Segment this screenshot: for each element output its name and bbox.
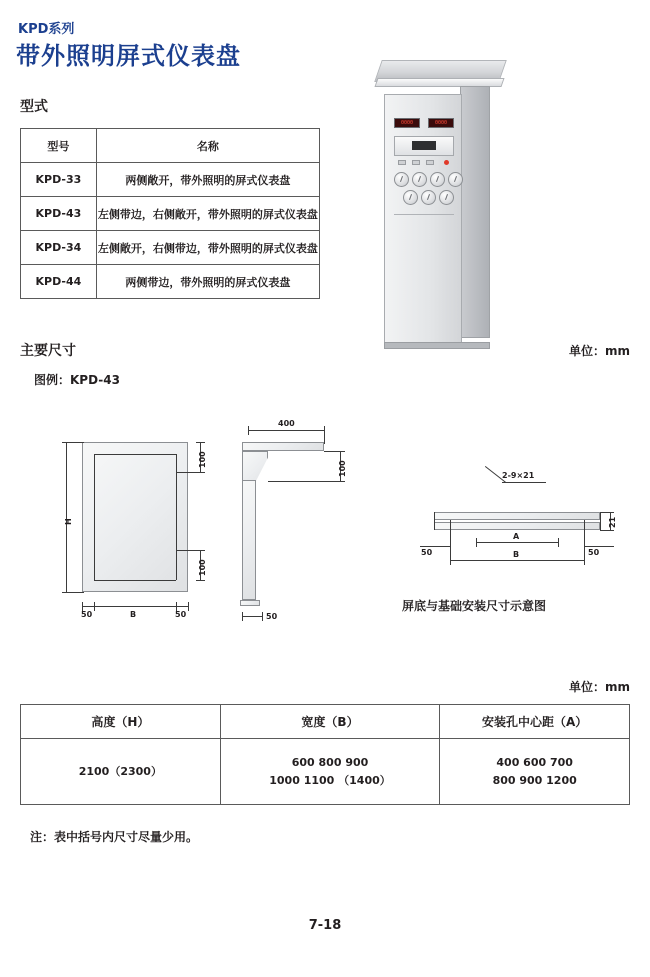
bottom-offset-label: 100	[198, 559, 207, 576]
base-depth-tick-right	[262, 612, 263, 621]
hole-height-tick-b	[600, 530, 614, 531]
table-row	[21, 197, 320, 231]
cell-name: 两侧敞开，带外照明的屏式仪表盘	[96, 163, 319, 197]
gauge-icon	[394, 172, 409, 187]
base-rail-bottom	[434, 522, 600, 530]
left-edge-label: 50	[421, 548, 433, 557]
canopy-drop-ext-b	[268, 481, 342, 482]
cell-height: 2100（2300）	[21, 739, 221, 805]
left-edge-dim-line	[420, 546, 450, 547]
indicator-lamp-icon	[444, 160, 449, 165]
table-row	[21, 265, 320, 299]
gauge-icon	[430, 172, 445, 187]
hole-note-label: 2-9×21	[502, 471, 535, 480]
gauge-icon	[403, 190, 418, 205]
column-header-height: 高度（H）	[21, 705, 221, 739]
digital-meter-2	[428, 118, 454, 128]
model-table	[20, 128, 320, 299]
column-header-hole-spacing: 安装孔中心距（A）	[440, 705, 630, 739]
width-label: B	[130, 610, 137, 619]
base-depth-tick-left	[242, 612, 243, 621]
gauge-icon	[421, 190, 436, 205]
ext-line-top	[66, 442, 84, 443]
right-edge-dim-line	[584, 546, 614, 547]
page-number: 7-18	[308, 918, 342, 933]
cell-width-line-2: 1000 1100 （1400）	[269, 773, 391, 787]
dim-b-line	[450, 560, 584, 561]
panel-seam	[394, 214, 454, 215]
side-body	[242, 480, 256, 600]
width-dim-tick-right	[188, 602, 189, 611]
right-edge-label: 50	[588, 548, 600, 557]
side-canopy	[242, 442, 324, 451]
dim-a-label: A	[513, 532, 520, 541]
cell-model: KPD-33	[21, 163, 97, 197]
inner-edge-top	[94, 454, 176, 455]
hole-note-leader-h	[502, 482, 546, 483]
table-header-row	[21, 129, 320, 163]
unit-label-bottom: 单位：mm	[568, 680, 630, 694]
series-label: KPD系列	[18, 22, 75, 37]
size-table	[20, 704, 630, 805]
push-button-3	[426, 160, 434, 165]
digital-meter-2-value: 0000	[434, 120, 448, 126]
height-dim-line	[66, 442, 67, 592]
side-base	[240, 600, 260, 606]
hole-height-tick-a	[600, 512, 614, 513]
top-offset-tick-a	[196, 442, 205, 443]
cabinet-front-panel	[384, 94, 462, 346]
table-row	[21, 231, 320, 265]
digital-meter-1-value: 0000	[400, 120, 414, 126]
right-margin-label: 50	[175, 610, 187, 619]
depth-tick-left	[248, 426, 249, 435]
cabinet-side-panel	[460, 86, 490, 338]
cell-name: 左侧敞开，右侧带边，带外照明的屏式仪表盘	[96, 231, 319, 265]
left-edge-ext	[450, 520, 451, 564]
height-label: H	[64, 518, 73, 525]
unit-label-top: 单位：mm	[568, 344, 630, 358]
bottom-offset-tick-b	[196, 580, 205, 581]
cell-hole-spacing	[440, 739, 630, 805]
table-row	[21, 163, 320, 197]
base-depth-label: 50	[266, 612, 278, 621]
cell-width-line-1: 600 800 900	[291, 755, 369, 769]
cell-model: KPD-43	[21, 197, 97, 231]
left-margin-label: 50	[81, 610, 93, 619]
cell-model: KPD-34	[21, 231, 97, 265]
side-view-drawing	[240, 420, 350, 620]
dim-a-line	[476, 542, 558, 543]
push-button-2	[412, 160, 420, 165]
front-view-drawing	[60, 430, 220, 620]
cell-name: 两侧带边，带外照明的屏式仪表盘	[96, 265, 319, 299]
width-dim-tick-inner-left	[94, 602, 95, 611]
width-dim-line	[82, 606, 188, 607]
column-header-width: 宽度（B）	[220, 705, 440, 739]
canopy-drop-label: 100	[338, 460, 347, 477]
gauge-icon	[412, 172, 427, 187]
depth-label: 400	[278, 419, 295, 428]
table-row	[21, 739, 630, 805]
recorder-display	[412, 141, 436, 150]
gauge-icon	[448, 172, 463, 187]
ext-line-bottom	[66, 592, 84, 593]
dim-b-label: B	[513, 550, 520, 559]
inner-edge-bottom	[94, 580, 176, 581]
base-rail-top	[434, 512, 600, 520]
bottom-offset-ext	[176, 550, 202, 551]
gauge-icon	[439, 190, 454, 205]
top-offset-label: 100	[198, 451, 207, 468]
canopy-drop-ext-a	[324, 451, 342, 452]
depth-dim-line	[248, 430, 324, 431]
cabinet-base	[384, 342, 490, 349]
column-header-name: 名称	[96, 129, 319, 163]
hole-height-label: 21	[608, 516, 617, 528]
digital-meter-1	[394, 118, 420, 128]
dim-a-tick-right	[558, 538, 559, 547]
page-title: 带外照明屏式仪表盘	[16, 42, 241, 70]
cell-hole-line-2: 800 900 1200	[492, 773, 577, 787]
rail-end-right	[600, 512, 601, 530]
depth-ext-right	[324, 430, 325, 444]
push-button-1	[398, 160, 406, 165]
section-heading-dimensions: 主要尺寸	[20, 343, 76, 359]
cell-width	[220, 739, 440, 805]
base-depth-dim-line	[242, 616, 262, 617]
table-header-row	[21, 705, 630, 739]
inner-edge-left	[94, 454, 95, 580]
top-offset-ext	[176, 472, 202, 473]
base-mounting-drawing	[420, 460, 620, 610]
column-header-model: 型号	[21, 129, 97, 163]
section-heading-type: 型式	[20, 99, 48, 115]
dim-a-tick-left	[476, 538, 477, 547]
rail-end-left	[434, 512, 435, 530]
front-panel-outline	[82, 442, 188, 592]
cell-model: KPD-44	[21, 265, 97, 299]
cell-hole-line-1: 400 600 700	[496, 755, 573, 769]
base-view-caption: 屏底与基础安装尺寸示意图	[402, 599, 547, 613]
right-edge-ext	[584, 520, 585, 564]
cell-name: 左侧带边，右侧敞开，带外照明的屏式仪表盘	[96, 197, 319, 231]
cabinet-illustration	[372, 60, 512, 340]
table-note: 注：表中括号内尺寸尽量少用。	[30, 830, 199, 844]
example-label: 图例：KPD-43	[34, 373, 120, 387]
